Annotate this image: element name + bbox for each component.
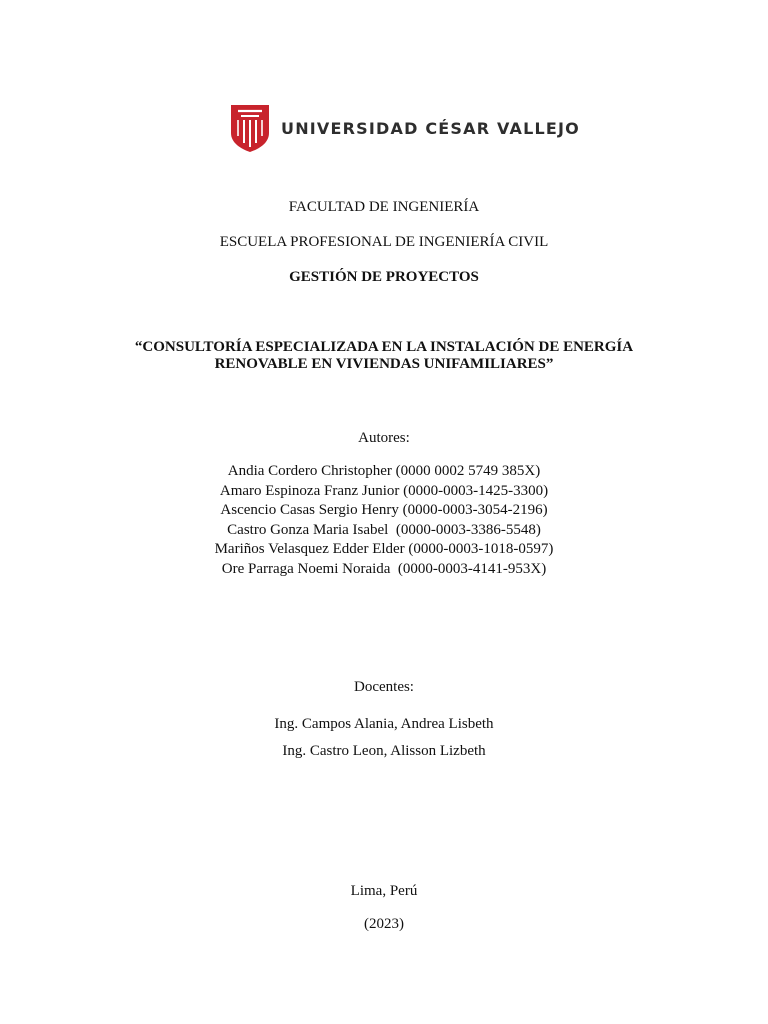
faculty-heading: FACULTAD DE INGENIERÍA — [288, 199, 480, 215]
teachers-list — [0, 711, 768, 765]
university-logo — [229, 102, 580, 154]
author-item: Ascencio Casas Sergio Henry (0000-0003-3054-2196) — [220, 502, 548, 519]
teachers-label: Docentes: — [354, 679, 414, 695]
author-item: Castro Gonza Maria Isabel (0000-0003-3386-5548) — [227, 521, 541, 538]
authors-list — [0, 462, 768, 580]
author-item: Mariños Velasquez Edder Elder (0000-0003-1018-0597) — [214, 541, 554, 558]
author-item: Ore Parraga Noemi Noraida (0000-0003-4141-953X) — [221, 560, 547, 577]
title-line-1: “CONSULTORÍA ESPECIALIZADA EN LA INSTALACIÓN DE ENERGÍA — [134, 339, 634, 355]
authors-label: Autores: — [358, 430, 410, 446]
title-line-2: RENOVABLE EN VIVIENDAS UNIFAMILIARES” — [214, 356, 554, 372]
teacher-item: Ing. Campos Alania, Andrea Lisbeth — [274, 716, 494, 732]
author-item: Amaro Espinoza Franz Junior (0000-0003-1425-3300) — [219, 482, 549, 499]
year-text: (2023) — [364, 916, 404, 932]
ucv-crest-icon — [229, 103, 271, 153]
author-item: Andia Cordero Christopher (0000 0002 5749 385X) — [227, 463, 541, 479]
teacher-item: Ing. Castro Leon, Alisson Lizbeth — [282, 743, 486, 759]
place-text: Lima, Perú — [350, 883, 418, 899]
document-title — [84, 339, 684, 373]
university-name: UNIVERSIDAD CÉSAR VALLEJO — [281, 118, 580, 138]
school-heading: ESCUELA PROFESIONAL DE INGENIERÍA CIVIL — [219, 234, 549, 250]
course-heading: GESTIÓN DE PROYECTOS — [289, 269, 479, 285]
